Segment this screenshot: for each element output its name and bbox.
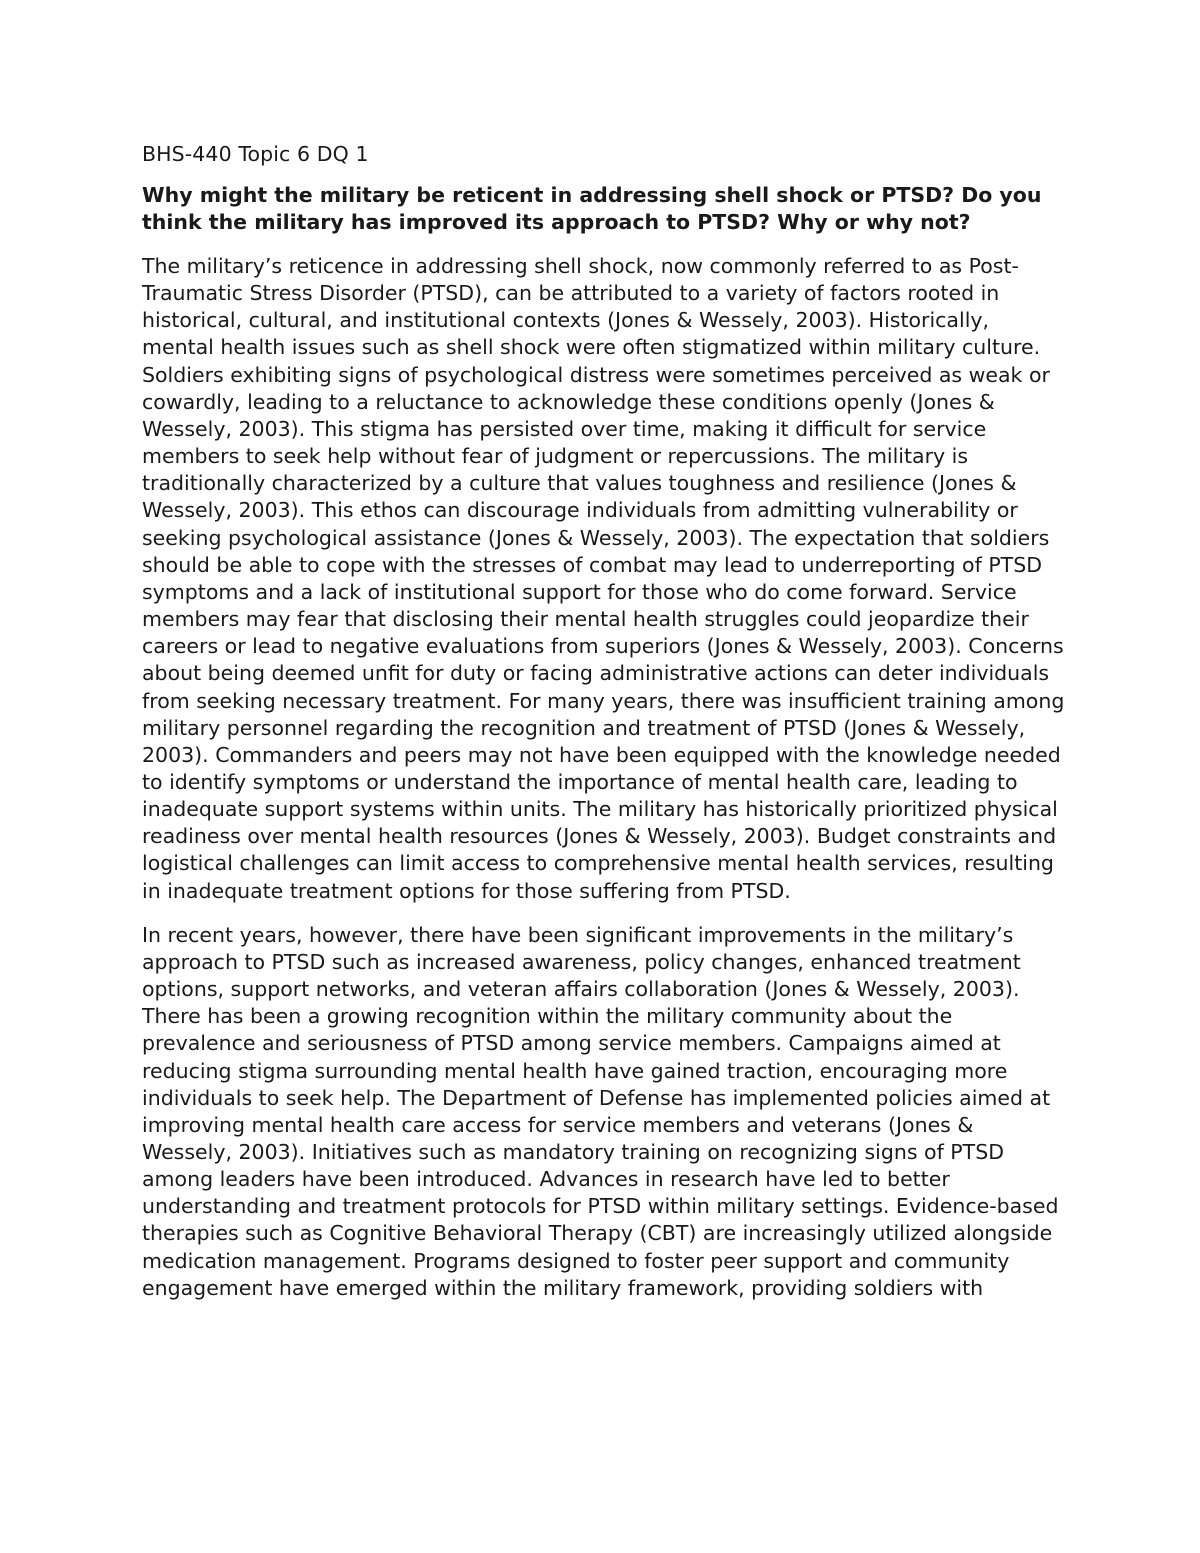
discussion-question: Why might the military be reticent in addressing shell shock or PTSD? Do you think the military has improved its approach to PTSD? Why or why not? [142, 183, 1042, 234]
body-paragraph-1: The military’s reticence in addressing shell shock, now commonly referred to as Post-Traumatic Stress Disorder (PTSD), can be attributed to a variety of factors rooted in historical, cultural, and institutional contexts (Jones & Wessely, 2003). Historically, mental health issues such as shell shock were often stigmatized within military culture. Soldiers exhibiting signs of psychological distress were sometimes perceived as weak or cowardly, leading to a reluctance to acknowledge these conditions openly (Jones & Wessely, 2003). This stigma has persisted over time, making it difficult for service members to seek help without fear of judgment or repercussions. The military is traditionally characterized by a culture that values toughness and resilience (Jones & Wessely, 2003). This ethos can discourage individuals from admitting vulnerability or seeking psychological assistance (Jones & Wessely, 2003). The expectation that soldiers should be able to cope with the stresses of combat may lead to underreporting of PTSD symptoms and a lack of institutional support for those who do come forward. Service members may fear that disclosing their mental health struggles could jeopardize their careers or lead to negative evaluations from superiors (Jones & Wessely, 2003). Concerns about being deemed unfit for duty or facing administrative actions can deter individuals from seeking necessary treatment. For many years, there was insufficient training among military personnel regarding the recognition and treatment of PTSD (Jones & Wessely, 2003). Commanders and peers may not have been equipped with the knowledge needed to identify symptoms or understand the importance of mental health care, leading to inadequate support systems within units. The military has historically prioritized physical readiness over mental health resources (Jones & Wessely, 2003). Budget constraints and logistical challenges can limit access to comprehensive mental health services, resulting in inadequate treatment options for those suffering from PTSD. [142, 254, 1065, 903]
body-paragraph-2: In recent years, however, there have been significant improvements in the military’s approach to PTSD such as increased awareness, policy changes, enhanced treatment options, support networks, and veteran affairs collaboration (Jones & Wessely, 2003). There has been a growing recognition within the military community about the prevalence and seriousness of PTSD among service members. Campaigns aimed at reducing stigma surrounding mental health have gained traction, encouraging more individuals to seek help. The Department of Defense has implemented policies aimed at improving mental health care access for service members and veterans (Jones & Wessely, 2003). Initiatives such as mandatory training on recognizing signs of PTSD among leaders have been introduced. Advances in research have led to better understanding and treatment protocols for PTSD within military settings. Evidence-based therapies such as Cognitive Behavioral Therapy (CBT) are increasingly utilized alongside medication management. Programs designed to foster peer support and community engagement have emerged within the military framework, providing soldiers with [142, 922, 1059, 1300]
document-page [142, 140, 1067, 1319]
document-title: BHS-440 Topic 6 DQ 1 [142, 142, 369, 166]
